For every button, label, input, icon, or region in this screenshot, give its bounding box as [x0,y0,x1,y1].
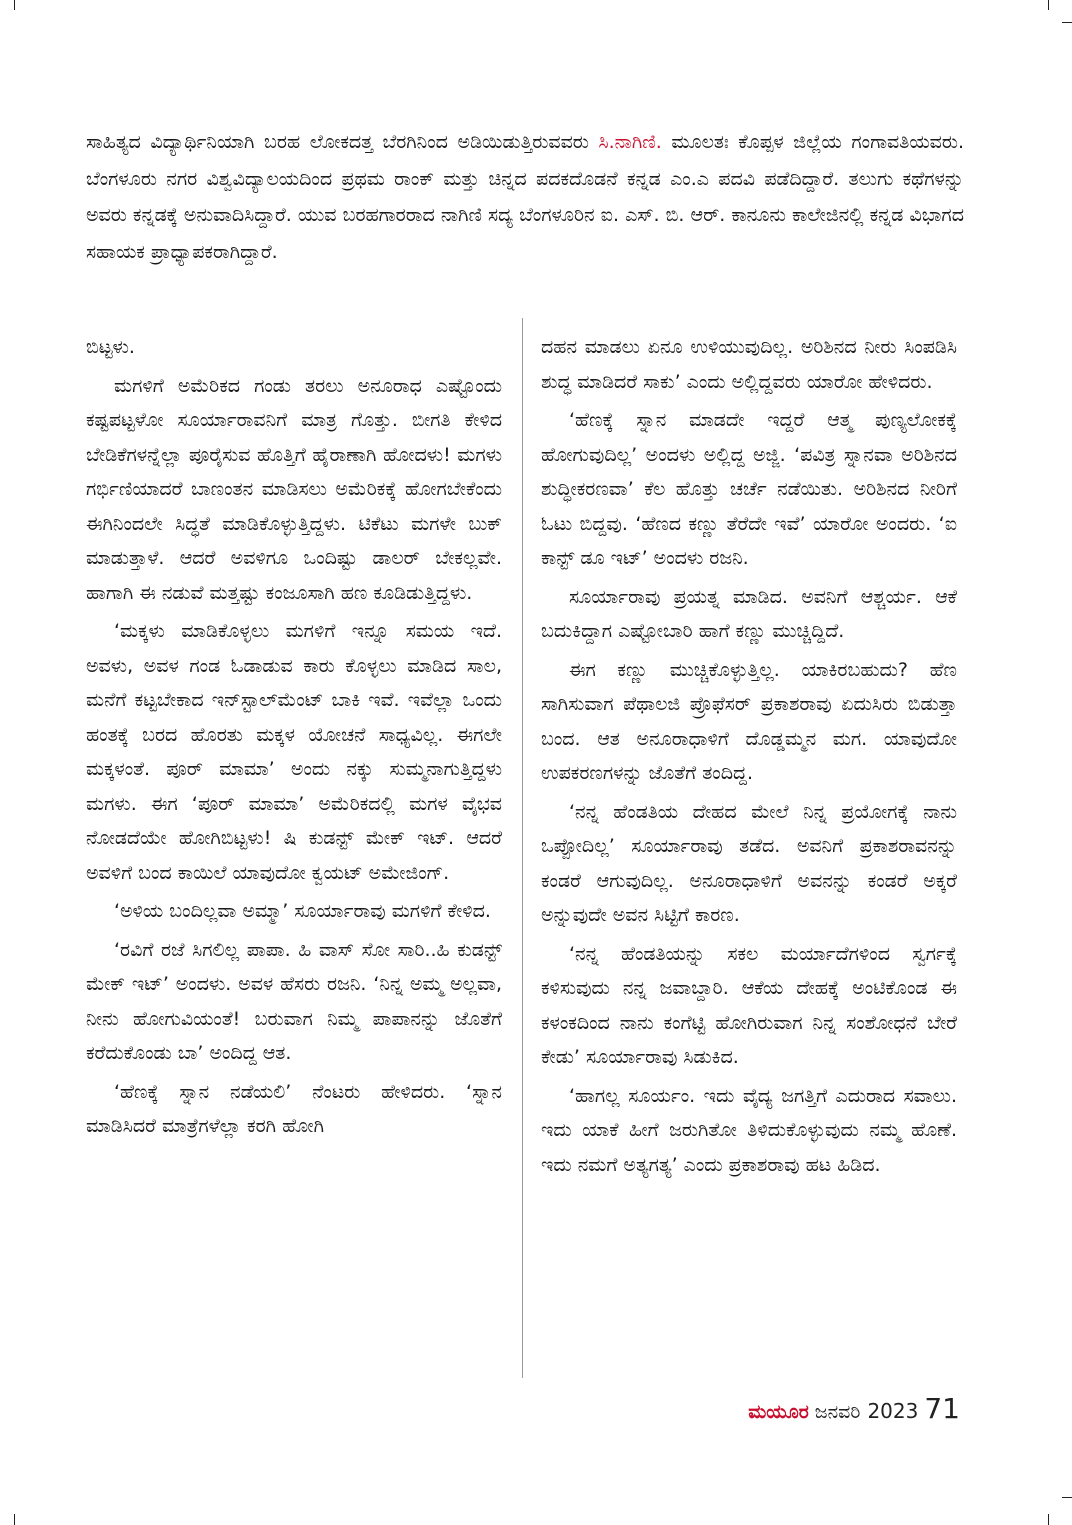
crop-mark-bottom-left [14,1514,15,1525]
paragraph: ‘ನನ್ನ ಹೆಂಡತಿಯನ್ನು ಸಕಲ ಮರ್ಯಾದೆಗಳಿಂದ ಸ್ವರ್ಗಕ್ಕೆ ಕಳಿಸುವುದು ನನ್ನ ಜವಾಬ್ದಾರಿ. ಆಕೆಯ ದೇಹಕ್ಕೆ ಅಂಟಿಕೊಂಡ ಈ ಕಳಂಕದಿಂದ ನಾನು ಕಂಗೆಟ್ಟಿ ಹೋಗಿರುವಾಗ ನಿನ್ನ ಸಂಶೋಧನೆ ಬೇರೆ ಕೇಡು’ ಸೂರ್ಯಾರಾವು ಸಿಡುಕಿದ. [541,942,957,1068]
paragraph: ‘ನನ್ನ ಹೆಂಡತಿಯ ದೇಹದ ಮೇಲೆ ನಿನ್ನ ಪ್ರಯೋಗಕ್ಕೆ ನಾನು ಒಪ್ಪೋದಿಲ್ಲ’ ಸೂರ್ಯಾರಾವು ತಡೆದ. ಅವನಿಗೆ ಪ್ರಕಾಶರಾವನನ್ನು ಕಂಡರೆ ಆಗುವುದಿಲ್ಲ. ಅನೂರಾಧಾಳಿಗೆ ಅವನನ್ನು ಕಂಡರೆ ಅಕ್ಕರೆ ಅನ್ನುವುದೇ ಅವನ ಸಿಟ್ಟಿಗೆ ಕಾರಣ. [541,800,957,926]
author-name: ಸಿ.ನಾಗಿಣಿ. [598,131,662,153]
paragraph: ‘ಹೆಣಕ್ಕೆ ಸ್ನಾನ ಮಾಡದೇ ಇದ್ದರೆ ಆತ್ಮ ಪುಣ್ಯಲೋಕಕ್ಕೆ ಹೋಗುವುದಿಲ್ಲ’ ಅಂದಳು ಅಲ್ಲಿದ್ದ ಅಜ್ಜಿ. ‘ಪವಿತ್ರ ಸ್ನಾನವಾ ಅರಿಶಿನದ ಶುದ್ಧೀಕರಣವಾ’ ಕೆಲ ಹೊತ್ತು ಚರ್ಚೆ ನಡೆಯಿತು. ಅರಿಶಿನದ ನೀರಿಗೆ ಓಟು ಬಿದ್ದವು. ‘ಹೆಣದ ಕಣ್ಣು ತೆರೆದೇ ಇವೆ’ ಯಾರೋ ಅಂದರು. ‘ಐ ಕಾನ್ಟ್ ಡೂ ಇಟ್’ ಅಂದಳು ರಜನಿ. [541,409,957,569]
page-number: 71 [924,1392,960,1425]
bio-text-after: ಮೂಲತಃ ಕೊಪ್ಪಳ ಜಿಲ್ಲೆಯ ಗಂಗಾವತಿಯವರು. ಬೆಂಗಳೂರು ನಗರ ವಿಶ್ವವಿದ್ಯಾಲಯದಿಂದ ಪ್ರಥಮ ರಾಂಕ್ ಮತ್ತು ಚಿನ್ನದ ಪದಕದೊಡನೆ ಕನ್ನಡ ಎಂ.ಎ ಪದವಿ ಪಡೆದಿದ್ದಾರೆ. ತಲುಗು ಕಥೆಗಳನ್ನು ಅವರು ಕನ್ನಡಕ್ಕೆ ಅನುವಾದಿಸಿದ್ದಾರೆ. ಯುವ ಬರಹಗಾರರಾದ ನಾಗಿಣಿ ಸದ್ಯ ಬೆಂಗಳೂರಿನ ಐ. ಎಸ್. ಬಿ. ಆರ್. ಕಾನೂನು ಕಾಲೇಜಿನಲ್ಲಿ ಕನ್ನಡ ವಿಭಾಗದ ಸಹಾಯಕ ಪ್ರಾಧ್ಯಾಪಕರಾಗಿದ್ದಾರೆ. [86,131,965,263]
paragraph: ದಹನ ಮಾಡಲು ಏನೂ ಉಳಿಯುವುದಿಲ್ಲ. ಅರಿಶಿನದ ನೀರು ಸಿಂಪಡಿಸಿ ಶುದ್ಧ ಮಾಡಿದರೆ ಸಾಕು’ ಎಂದು ಅಲ್ಲಿದ್ದವರು ಯಾರೋ ಹೇಳಿದರು. [541,336,957,393]
column-divider [522,318,523,1378]
issue-month: ಜನವರಿ [814,1401,861,1423]
crop-mark-right-lower [1062,1497,1072,1498]
crop-mark-top-right [1048,0,1049,10]
paragraph: ‘ಹಾಗಲ್ಲ ಸೂರ್ಯಂ. ಇದು ವೈದ್ಯ ಜಗತ್ತಿಗೆ ಎದುರಾದ ಸವಾಲು. ಇದು ಯಾಕೆ ಹೀಗೆ ಜರುಗಿತೋ ತಿಳಿದುಕೊಳ್ಳುವುದು ನಮ್ಮ ಹೊಣೆ. ಇದು ನಮಗೆ ಅತ್ಯಗತ್ಯ’ ಎಂದು ಪ್ರಕಾಶರಾವು ಹಟ ಹಿಡಿದ. [541,1084,957,1176]
bio-text-before: ಸಾಹಿತ್ಯದ ವಿದ್ಯಾರ್ಥಿನಿಯಾಗಿ ಬರಹ ಲೋಕದತ್ತ ಬೆರಗಿನಿಂದ ಅಡಿಯಿಡುತ್ತಿರುವವರು [86,131,599,153]
crop-mark-right-upper [1062,22,1072,23]
paragraph: ‘ಅಳಿಯ ಬಂದಿಲ್ಲವಾ ಅಮ್ಮಾ’ ಸೂರ್ಯಾರಾವು ಮಗಳಿಗೆ ಕೇಳಿದ. [114,900,491,922]
page-footer [748,1392,960,1425]
paragraph: ‘ಮಕ್ಕಳು ಮಾಡಿಕೊಳ್ಳಲು ಮಗಳಿಗೆ ಇನ್ನೂ ಸಮಯ ಇದೆ. ಅವಳು, ಅವಳ ಗಂಡ ಓಡಾಡುವ ಕಾರು ಕೊಳ್ಳಲು ಮಾಡಿದ ಸಾಲ, ಮನೆಗೆ ಕಟ್ಟಬೇಕಾದ ಇನ್‌ಸ್ಟಾಲ್‌ಮೆಂಟ್ ಬಾಕಿ ಇವೆ. ಇವೆಲ್ಲಾ ಒಂದು ಹಂತಕ್ಕೆ ಬರದ ಹೊರತು ಮಕ್ಕಳ ಯೋಚನೆ ಸಾಧ್ಯವಿಲ್ಲ. ಈಗಲೇ ಮಕ್ಕಳಂತೆ. ಪೂರ್ ಮಾಮಾ’ ಅಂದು ನಕ್ಕು ಸುಮ್ಮನಾಗುತ್ತಿದ್ದಳು ಮಗಳು. ಈಗ ‘ಪೂರ್ ಮಾಮಾ’ ಅಮೆರಿಕದಲ್ಲಿ ಮಗಳ ವೈಭವ ನೋಡದೆಯೇ ಹೋಗಿಬಿಟ್ಟಳು! ಷಿ ಕುಡನ್ಟ್ ಮೇಕ್ ಇಟ್. ಆದರೆ ಅವಳಿಗೆ ಬಂದ ಕಾಯಿಲೆ ಯಾವುದೋ ಕ್ವಯಟ್ ಅಮೇಜಿಂಗ್. [86,620,502,884]
paragraph: ‘ರವಿಗೆ ರಜೆ ಸಿಗಲಿಲ್ಲ ಪಾಪಾ. ಹಿ ವಾಸ್ ಸೋ ಸಾರಿ..ಹಿ ಕುಡನ್ಟ್ ಮೇಕ್ ಇಟ್’ ಅಂದಳು. ಅವಳ ಹೆಸರು ರಜನಿ. ‘ನಿನ್ನ ಅಮ್ಮ ಅಲ್ಲವಾ, ನೀನು ಹೋಗುವಿಯಂತೆ! ಬರುವಾಗ ನಿಮ್ಮ ಪಾಪಾನನ್ನು ಜೊತೆಗೆ ಕರೆದುಕೊಂಡು ಬಾ’ ಅಂದಿದ್ದ ಆತ. [86,938,502,1064]
paragraph: ಸೂರ್ಯಾರಾವು ಪ್ರಯತ್ನ ಮಾಡಿದ. ಅವನಿಗೆ ಆಶ್ಚರ್ಯ. ಆಕೆ ಬದುಕಿದ್ದಾಗ ಎಷ್ಟೋಬಾರಿ ಹಾಗೆ ಕಣ್ಣು ಮುಚ್ಚಿದ್ದಿದೆ. [541,585,957,642]
magazine-name: ಮಯೂರ [748,1401,809,1423]
left-column [86,330,502,1148]
paragraph: ಮಗಳಿಗೆ ಅಮೆರಿಕದ ಗಂಡು ತರಲು ಅನೂರಾಧ ಎಷ್ಟೊಂದು ಕಷ್ಟಪಟ್ಟಳೋ ಸೂರ್ಯಾರಾವನಿಗೆ ಮಾತ್ರ ಗೊತ್ತು. ಬೀಗತಿ ಕೇಳಿದ ಬೇಡಿಕೆಗಳನ್ನೆಲ್ಲಾ ಪೂರೈಸುವ ಹೊತ್ತಿಗೆ ಹೈರಾಣಾಗಿ ಹೋದಳು! ಮಗಳು ಗರ್ಭಿಣಿಯಾದರೆ ಬಾಣಂತನ ಮಾಡಿಸಲು ಅಮೆರಿಕಕ್ಕೆ ಹೋಗಬೇಕೆಂದು ಈಗಿನಿಂದಲೇ ಸಿದ್ಧತೆ ಮಾಡಿಕೊಳ್ಳುತ್ತಿದ್ದಳು. ಟಿಕೆಟು ಮಗಳೇ ಬುಕ್ ಮಾಡುತ್ತಾಳೆ. ಆದರೆ ಅವಳಿಗೂ ಒಂದಿಷ್ಟು ಡಾಲರ್ ಬೇಕಲ್ಲವೇ. ಹಾಗಾಗಿ ಈ ನಡುವೆ ಮತ್ತಷ್ಟು ಕಂಜೂಸಾಗಿ ಹಣ ಕೂಡಿಡುತ್ತಿದ್ದಳು. [86,374,502,604]
paragraph: ‘ಹೆಣಕ್ಕೆ ಸ್ನಾನ ನಡೆಯಲಿ’ ನೆಂಟರು ಹೇಳಿದರು. ‘ಸ್ನಾನ ಮಾಡಿಸಿದರೆ ಮಾತ್ರೆಗಳೆಲ್ಲಾ ಕರಗಿ ಹೋಗಿ [86,1080,502,1137]
crop-mark-top-left [14,0,15,10]
paragraph: ಈಗ ಕಣ್ಣು ಮುಚ್ಚಿಕೊಳ್ಳುತ್ತಿಲ್ಲ. ಯಾಕಿರಬಹುದು? ಹೆಣ ಸಾಗಿಸುವಾಗ ಪೆಥಾಲಜಿ ಪ್ರೊಫೆಸರ್ ಪ್ರಕಾಶರಾವು ಏದುಸಿರು ಬಿಡುತ್ತಾ ಬಂದ. ಆತ ಅನೂರಾಧಾಳಿಗೆ ದೊಡ್ಡಮ್ಮನ ಮಗ. ಯಾವುದೋ ಉಪಕರಣಗಳನ್ನು ಜೊತೆಗೆ ತಂದಿದ್ದ. [541,658,957,784]
author-bio [86,124,964,270]
issue-year: 2023 [867,1399,919,1423]
right-column [541,330,957,1186]
crop-mark-bottom-right [1048,1514,1049,1525]
paragraph: ಬಿಟ್ಟಳು. [86,336,135,358]
